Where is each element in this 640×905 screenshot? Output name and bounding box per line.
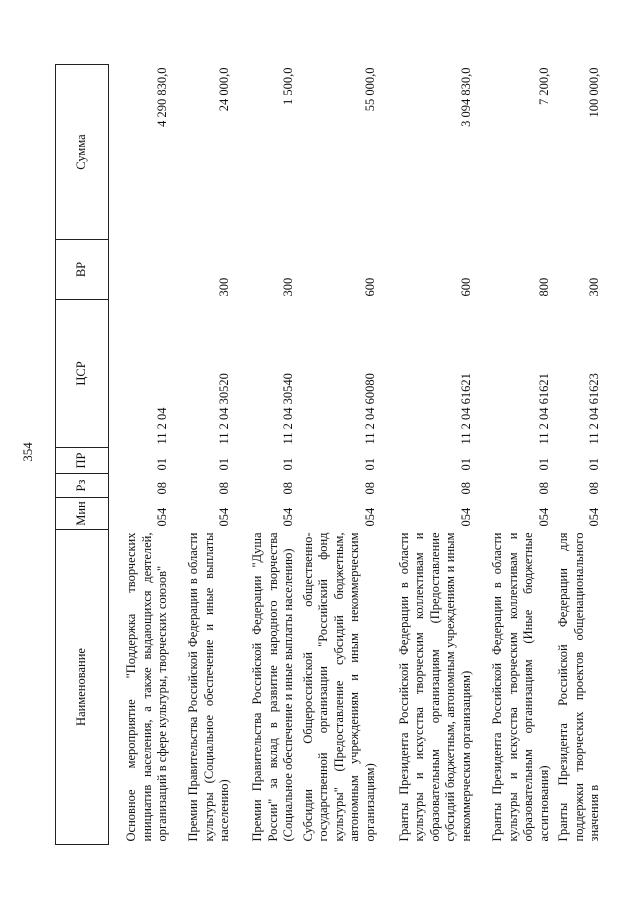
row-sum: 4 290 830,0: [155, 67, 169, 127]
row-csr: 11 2 04 30520: [217, 373, 231, 445]
row-rz: 08: [587, 482, 601, 495]
row-pr: 01: [217, 458, 231, 471]
row-name: Субсидии Общероссийской общественно-государственной организации "Российский фонд культуры" (Предоставление субсидий бюджетным, автономным учреждениям и иным некоммерческим организациям): [300, 532, 377, 842]
row-rz: 08: [281, 482, 295, 495]
budget-table: [55, 64, 607, 845]
row-pr: 01: [281, 458, 295, 471]
row-name: Основное мероприятие "Поддержка творческих инициатив населения, а также выдающихся деятелей, организаций в сфере культуры, творческих союзов": [124, 532, 169, 842]
row-rz: 08: [362, 482, 377, 495]
row-csr: 11 2 04 60080: [362, 373, 377, 445]
col-header-csr: ЦСР: [56, 300, 109, 448]
row-csr: 11 2 04 61623: [587, 373, 601, 445]
row-min: 054: [362, 507, 377, 527]
row-sum: 1 500,0: [281, 67, 295, 105]
row-pr: 01: [587, 458, 601, 471]
col-header-sum: Сумма: [56, 65, 109, 240]
row-rz: 08: [155, 482, 169, 495]
col-header-min: Мин: [56, 498, 109, 530]
row-min: 054: [587, 507, 601, 527]
row-vr: 800: [536, 277, 551, 297]
row-name: Гранты Президента Российской Федерации в области культуры и искусства творческим коллективам и образовательным организациям (Предоставление субсидий бюджетным, автономным учреждениям и иным некоммерческим организациям): [396, 532, 473, 842]
row-name: Премии Правительства Российской Федерации "Душа России" за вклад в развитие народного творчества (Социальное обеспечение и иные выплаты населению): [250, 532, 295, 842]
table-row: [109, 65, 175, 845]
col-header-rz: Рз: [56, 474, 109, 498]
table-row: [556, 65, 607, 845]
row-sum: 24 000,0: [217, 67, 231, 112]
row-vr: 300: [281, 277, 295, 297]
table-row: [237, 65, 301, 845]
row-vr: 300: [587, 277, 601, 297]
row-csr: 11 2 04 61621: [458, 373, 473, 445]
row-pr: 01: [536, 458, 551, 471]
row-csr: 11 2 04 30540: [281, 373, 295, 445]
row-rz: 08: [536, 482, 551, 495]
row-min: 054: [281, 507, 295, 527]
table-row: [382, 65, 478, 845]
table-header-row: [56, 65, 109, 845]
row-vr: 300: [217, 277, 231, 297]
col-header-vr: ВР: [56, 240, 109, 300]
row-rz: 08: [458, 482, 473, 495]
row-sum: 100 000,0: [587, 67, 601, 118]
row-name: Гранты Президента Российской Федерации в области культуры и искусства творческим коллективам и образовательным организациям (Иные бюджетные ассигнования): [490, 532, 551, 842]
row-sum: 7 200,0: [536, 67, 551, 105]
page-number: 354: [20, 442, 35, 462]
table-row: [478, 65, 556, 845]
row-vr: 600: [362, 277, 377, 297]
col-header-pr: ПР: [56, 448, 109, 474]
row-sum: 3 094 830,0: [458, 67, 473, 127]
row-name: Гранты Президента Российской Федерации для поддержки творческих проектов общенационального значения в: [556, 532, 601, 842]
row-min: 054: [536, 507, 551, 527]
table-row: [301, 65, 383, 845]
col-header-name: Наименование: [56, 530, 109, 845]
row-rz: 08: [217, 482, 231, 495]
row-pr: 01: [362, 458, 377, 471]
row-vr: [109, 240, 175, 300]
row-pr: 01: [155, 458, 169, 471]
row-min: 054: [217, 507, 231, 527]
row-vr: 600: [458, 277, 473, 297]
rotated-page: [55, 65, 601, 845]
row-min: 054: [458, 507, 473, 527]
row-csr: 11 2 04 61621: [536, 373, 551, 445]
row-name: Премии Правительства Российской Федерации в области культуры (Социальное обеспечение и иные выплаты населению): [186, 532, 231, 842]
row-csr: 11 2 04: [155, 407, 169, 445]
row-sum: 55 000,0: [362, 67, 377, 112]
table-row: [175, 65, 237, 845]
row-pr: 01: [458, 458, 473, 471]
row-min: 054: [155, 507, 169, 527]
